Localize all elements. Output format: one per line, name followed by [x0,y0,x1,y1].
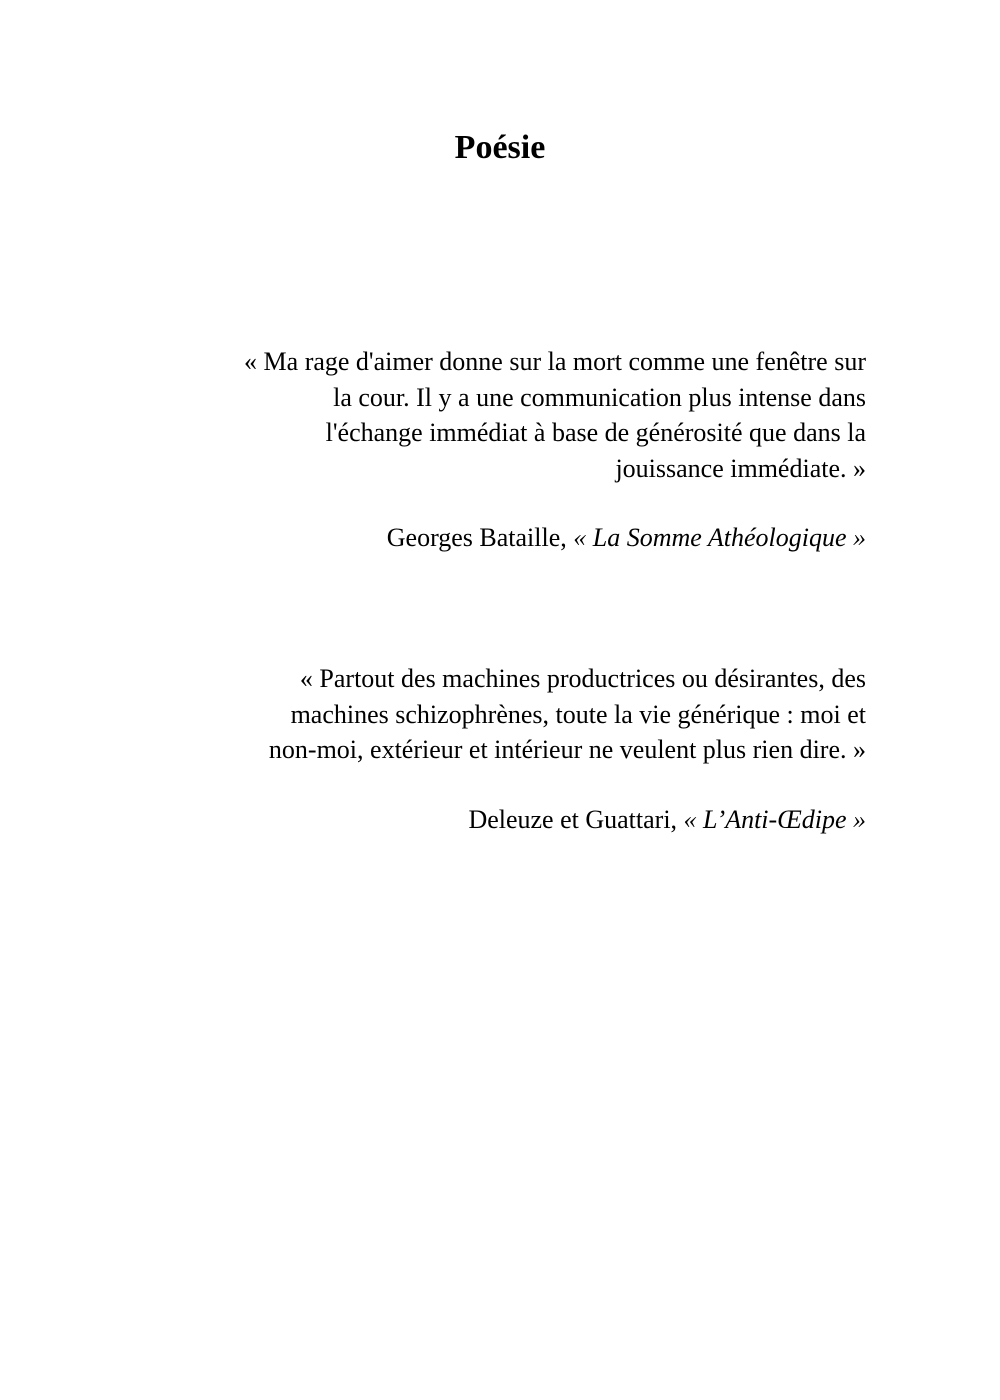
epigraph-quote [128,344,866,486]
epigraph-deleuze-guattari [128,661,866,837]
epigraph-attribution [128,520,866,556]
quote-line: « Ma rage d'aimer donne sur la mort comme une fenêtre sur [244,347,866,376]
quote-line: machines schizophrènes, toute la vie générique : moi et [290,699,866,729]
epigraph-quote [128,661,866,768]
page-title: Poésie [454,129,546,166]
attribution-author: Georges Bataille, [386,523,574,552]
quote-line: « Partout des machines productrices ou désirantes, des [299,664,866,693]
quote-line: la cour. Il y a une communication plus intense dans [333,382,866,412]
epigraph-bataille [128,344,866,556]
attribution-work-title: « La Somme Athéologique » [573,523,866,552]
attribution-work-title: « L’Anti-Œdipe » [683,804,866,834]
attribution-author: Deleuze et Guattari, [468,804,684,834]
quote-line: jouissance immédiate. » [615,453,866,483]
quote-line: non-moi, extérieur et intérieur ne veulent plus rien dire. » [268,735,866,764]
quote-line: l'échange immédiat à base de générosité que dans la [325,418,866,447]
epigraph-attribution [128,802,866,838]
